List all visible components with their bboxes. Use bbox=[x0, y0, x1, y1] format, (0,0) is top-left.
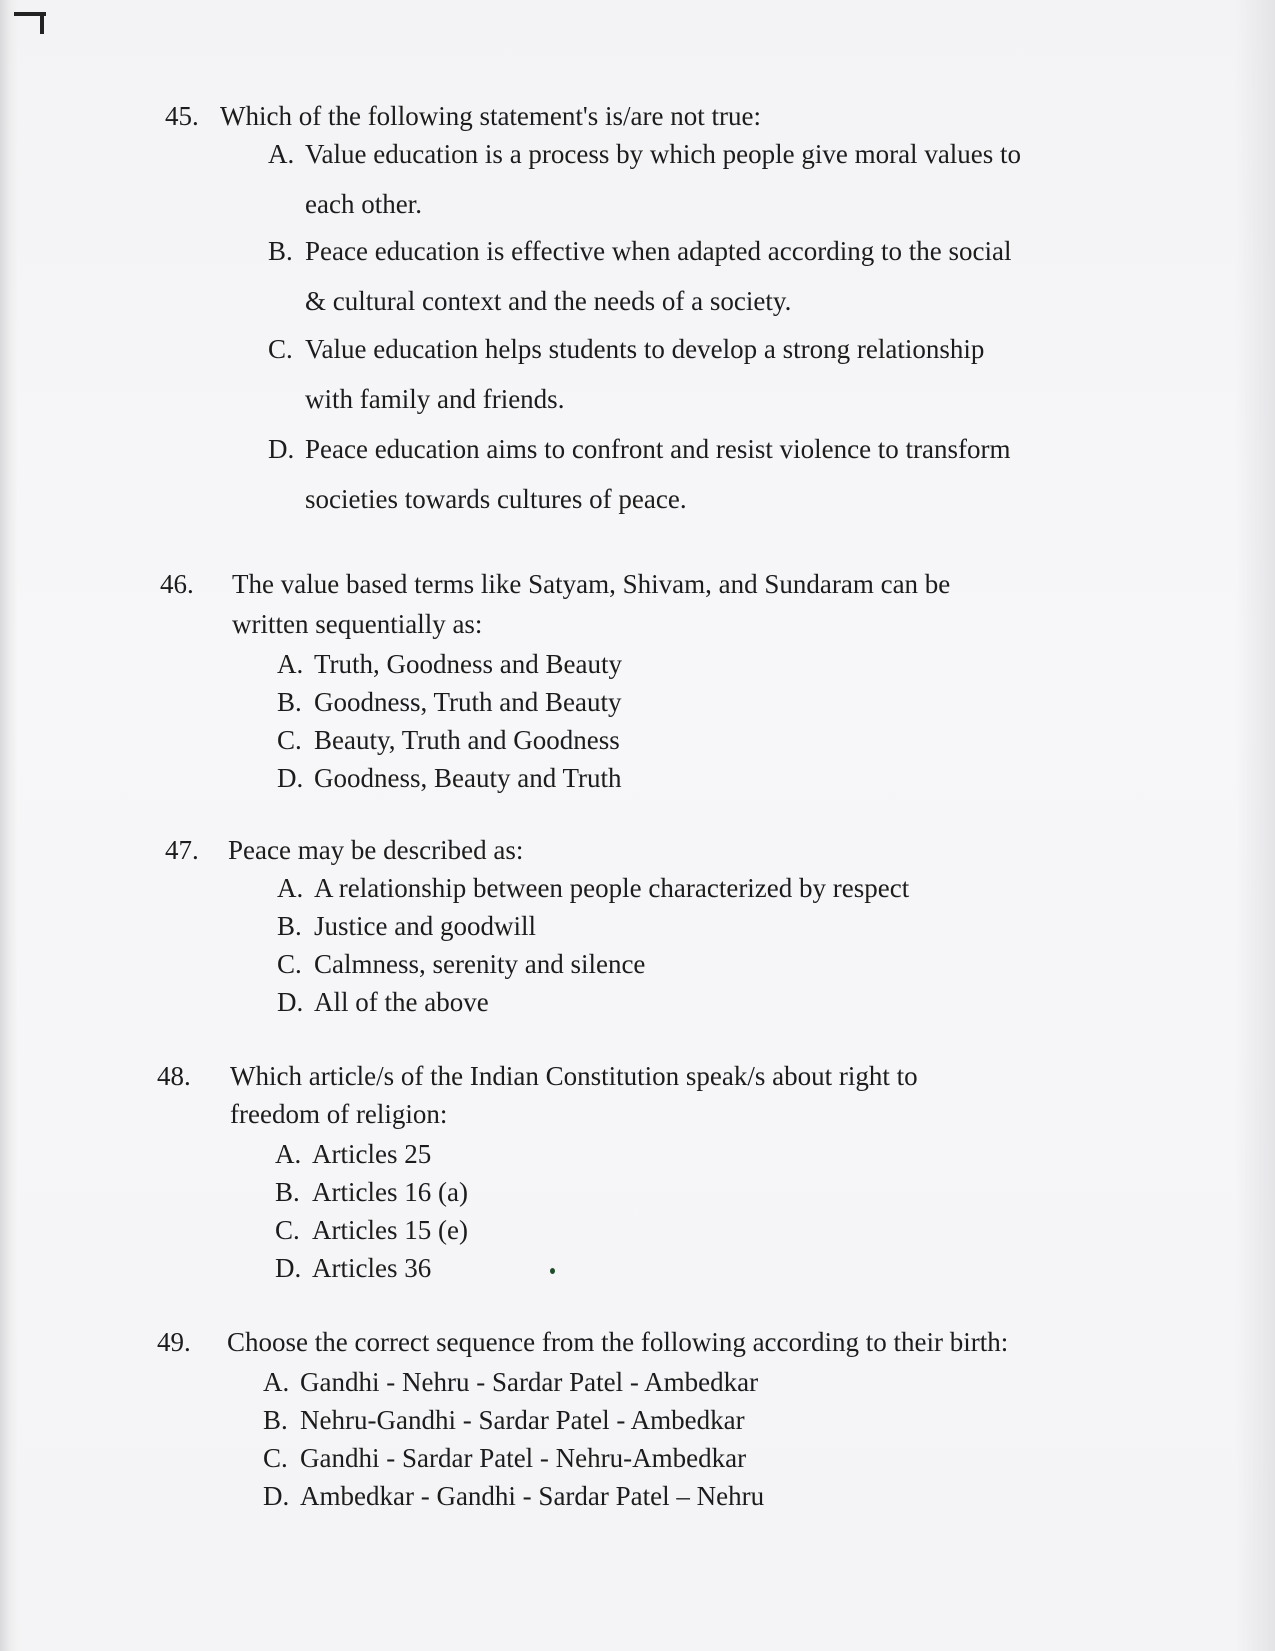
page-left-edge bbox=[0, 0, 18, 1651]
option-letter: B. bbox=[277, 911, 302, 941]
option-letter: B. bbox=[268, 236, 293, 266]
question-text: Which of the following statement's is/are not true: bbox=[220, 101, 761, 131]
option-text: Gandhi - Sardar Patel - Nehru-Ambedkar bbox=[300, 1443, 747, 1473]
option-text: each other. bbox=[305, 189, 422, 219]
option-text: Nehru-Gandhi - Sardar Patel - Ambedkar bbox=[300, 1405, 745, 1435]
question-text: freedom of religion: bbox=[230, 1099, 448, 1129]
option-text: Value education helps students to develop a strong relationship bbox=[305, 334, 985, 364]
option-letter: D. bbox=[275, 1253, 302, 1283]
option-letter: B. bbox=[263, 1405, 288, 1435]
option-text: Peace education aims to confront and resist violence to transform bbox=[305, 434, 1011, 464]
question-number: 48. bbox=[157, 1061, 191, 1091]
option-text: Beauty, Truth and Goodness bbox=[314, 725, 620, 755]
option-letter: C. bbox=[277, 725, 302, 755]
option-letter: A. bbox=[277, 873, 304, 903]
option-letter: B. bbox=[275, 1177, 300, 1207]
option-text: Value education is a process by which people give moral values to bbox=[305, 139, 1022, 169]
option-text: A relationship between people characterized by respect bbox=[314, 873, 910, 903]
question-text: The value based terms like Satyam, Shivam, and Sundaram can be bbox=[232, 569, 951, 599]
question-text: Choose the correct sequence from the following according to their birth: bbox=[227, 1327, 1009, 1357]
option-text: Articles 25 bbox=[312, 1139, 432, 1169]
option-text: Ambedkar - Gandhi - Sardar Patel – Nehru bbox=[300, 1481, 765, 1511]
question-number: 45. bbox=[165, 101, 199, 131]
option-text: Goodness, Beauty and Truth bbox=[314, 763, 622, 793]
option-letter: D. bbox=[263, 1481, 290, 1511]
option-letter: B. bbox=[277, 687, 302, 717]
question-text: Which article/s of the Indian Constitution speak/s about right to bbox=[230, 1061, 918, 1091]
option-letter: A. bbox=[275, 1139, 302, 1169]
option-letter: C. bbox=[263, 1443, 288, 1473]
option-letter: D. bbox=[277, 763, 304, 793]
question-number: 46. bbox=[160, 569, 194, 599]
option-text: Articles 36 bbox=[312, 1253, 432, 1283]
option-text: Gandhi - Nehru - Sardar Patel - Ambedkar bbox=[300, 1367, 759, 1397]
option-text: Goodness, Truth and Beauty bbox=[314, 687, 622, 717]
option-letter: C. bbox=[268, 334, 293, 364]
page-right-edge bbox=[1235, 0, 1275, 1651]
option-letter: A. bbox=[263, 1367, 290, 1397]
option-letter: A. bbox=[277, 649, 304, 679]
corner-mark bbox=[40, 12, 44, 34]
option-letter: D. bbox=[277, 987, 304, 1017]
question-text: Peace may be described as: bbox=[228, 835, 524, 865]
option-text: Calmness, serenity and silence bbox=[314, 949, 646, 979]
option-text: Peace education is effective when adapted according to the social bbox=[305, 236, 1012, 266]
option-text: All of the above bbox=[314, 987, 489, 1017]
question-text: written sequentially as: bbox=[232, 609, 483, 639]
ink-speck bbox=[550, 1268, 555, 1274]
option-text: Justice and goodwill bbox=[314, 911, 536, 941]
option-text: Truth, Goodness and Beauty bbox=[314, 649, 622, 679]
option-letter: C. bbox=[275, 1215, 300, 1245]
option-letter: A. bbox=[268, 139, 295, 169]
option-text: with family and friends. bbox=[305, 384, 565, 414]
option-text: Articles 15 (e) bbox=[312, 1215, 468, 1245]
option-text: Articles 16 (a) bbox=[312, 1177, 468, 1207]
option-letter: C. bbox=[277, 949, 302, 979]
option-text: & cultural context and the needs of a society. bbox=[305, 286, 792, 316]
option-letter: D. bbox=[268, 434, 295, 464]
question-number: 47. bbox=[165, 835, 199, 865]
option-text: societies towards cultures of peace. bbox=[305, 484, 687, 514]
question-number: 49. bbox=[157, 1327, 191, 1357]
